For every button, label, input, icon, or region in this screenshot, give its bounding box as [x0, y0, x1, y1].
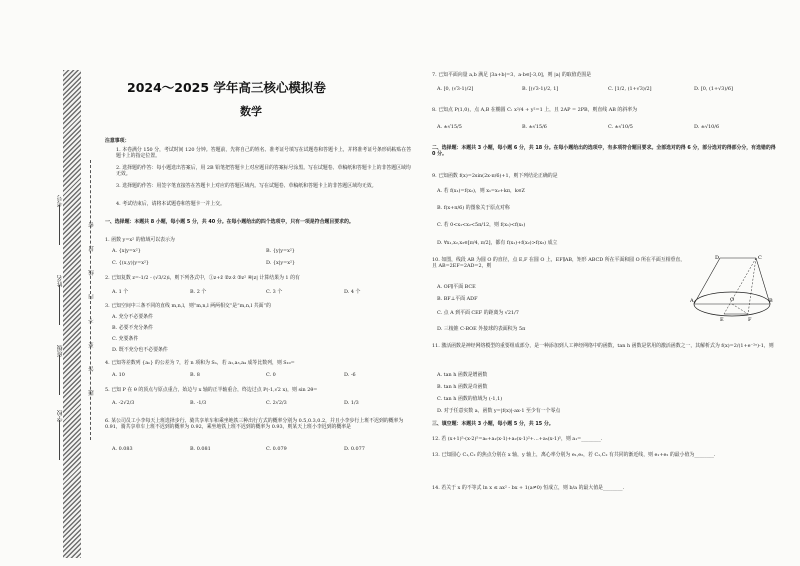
answer-option: C. {(x,y)|y=x²}	[112, 260, 150, 266]
exam-title: 2024～2025 学年高三核心模拟卷	[127, 80, 326, 95]
answer-option: A. -2√2/3	[112, 400, 135, 406]
answer-option: A. 若 f(x₁)=f(x₂)，则 x₁=x₂+kπ，k∈Z	[437, 188, 525, 194]
label-a: A	[690, 298, 694, 304]
answer-option: D. [0, (1+√3)/6]	[694, 86, 733, 92]
answer-option: A. tan h 函数是增函数	[437, 372, 488, 378]
kaohao-line	[59, 205, 60, 245]
answer-option: B. 2 个	[190, 289, 207, 295]
fill-question: 12. 若 (x+1)⁵-(x-2)⁵=a₀+a₁(x-1)+a₂(x-1)²+…+a₅(x-1)⁵，则 a₁=________.	[432, 436, 603, 442]
label-b: B	[769, 298, 773, 304]
answer-option: B. BF⊥平面 ADF	[437, 296, 478, 302]
notice-item: 1. 本卷满分 150 分，考试时间 120 分钟。答题前，先将自己的姓名、准考证号填写在试题卷和答题卡上，并将准考证号条形码粘贴在答题卡上的指定位置。	[116, 147, 412, 160]
answer-option: C. 点 A 到平面 CEF 的距离为 √21/7	[437, 310, 519, 316]
answer-option: C. 0.079	[266, 446, 287, 452]
question-stem: 3. 已知空间中三条不同的直线 m,n,l，则“m,n,l 两两相交”是“m,n,l 共面”的	[105, 303, 271, 309]
notice-item: 2. 选择题的作答：每小题选出答案后，用 2B 铅笔把答题卡上对应题目的答案标号涂黑。写在试题卷、草稿纸和答题卡上的非答题区域均无效。	[116, 165, 411, 178]
edge-ce	[724, 258, 756, 314]
xuexiao-line	[59, 420, 60, 460]
cut-char: 封	[89, 246, 95, 252]
cut-char: 线	[89, 270, 95, 276]
label-c: C	[758, 255, 762, 261]
answer-option: D. 既不充分也不必要条件	[112, 347, 168, 353]
edge-cf	[748, 258, 756, 314]
kaohao-label: 考号	[57, 195, 64, 207]
answer-option: A. 充分不必要条件	[112, 314, 153, 320]
answer-option: B. 8	[190, 372, 200, 378]
notice-item: 4. 考试结束后，请将本试题卷和答题卡一并上交。	[116, 201, 225, 207]
answer-option: B. f(x+π/6) 的图象关于原点对称	[437, 205, 510, 211]
answer-option: A. 0.083	[112, 446, 133, 452]
notice-heading: 注意事项：	[105, 138, 130, 144]
answer-option: B. 必要不充分条件	[112, 325, 153, 331]
fill-question: 13. 已知圆心 C₁,C₂ 的焦点分别在 x 轴，y 轴上，离心率分别为 e₁,e₂，若 C₁,C₂ 有共同的渐近线，则 e₁+e₂ 的最小值为________.	[432, 452, 716, 458]
answer-option: D. 0.077	[344, 446, 365, 452]
cut-char: 不	[89, 318, 95, 324]
cut-char: 要	[89, 342, 95, 348]
answer-option: C. ±√10/5	[608, 124, 633, 130]
answer-option: C. tan h 函数的值域为 (-1,1)	[437, 396, 503, 402]
answer-option: A. [0, (√3-1)/2]	[437, 86, 474, 92]
notice-item: 3. 选择题的作答：用签字笔直接答在答题卡上对应的答题区域内。写在试题卷、草稿纸和答题卡上的非答题区域均无效。	[116, 183, 377, 189]
question-stem: 1. 函数 y=x² 的值域可以表示为	[105, 237, 175, 243]
segment-of	[732, 304, 748, 314]
answer-option: C. 若 0<x₁<x₂<5π/12，则 f(x₁)<f(x₂)	[437, 222, 526, 228]
label-e: E	[720, 317, 724, 323]
answer-option: A. ±√15/5	[437, 124, 462, 130]
question-stem: 4. 已知等差数列 {aₙ} 的公差为 7，若 n 项和为 Sₙ，若 a₁,a₃,a₄ 成等比数列，则 S₁₀=	[105, 360, 295, 366]
answer-option: C. 3 个	[266, 289, 283, 295]
answer-option: C. 2√2/3	[266, 400, 287, 406]
geometry-figure	[690, 252, 774, 324]
answer-option: B. -1/3	[190, 400, 207, 406]
answer-option: D. -6	[344, 372, 356, 378]
section-1-title: 一、选择题：本题共 8 小题，每小题 5 分，共 40 分。在每小题给出的四个选项中，只有一项是符合题目要求的。	[105, 219, 354, 225]
xuexiao-label: 学校	[57, 410, 64, 422]
label-d: D	[715, 255, 720, 261]
question-stem: 10. 如图，线段 AB 为圆 O 的直径，点 E,F 在圆 O 上，EF∥AB，矩形 ABCD 所在平面和圆 O 所在平面互相垂直，且 AB=2EF=2AD=2，则	[432, 257, 686, 270]
banji-line	[59, 355, 60, 395]
xingming-line	[59, 285, 60, 325]
fill-question: 14. 若关于 x 的不等式 ln x ≤ ax² - bx + 1(a≠0) 恒成立，则 b/a 的最大值是________.	[432, 485, 625, 491]
cut-char: 题	[89, 390, 95, 396]
answer-option: C. 充要条件	[112, 336, 139, 342]
answer-option: D. {x|y=x²}	[266, 260, 296, 266]
answer-option: D. 对于任意实数 a，函数 y=|f(x)|-ax-1 至少有一个零点	[437, 408, 561, 414]
question-stem: 8. 已知点 P(1,0)，点 A,B 在椭圆 C: x²/4 + y²=1 上，且 2AP = 2PB，则直线 AB 的斜率为	[432, 107, 637, 113]
question-stem: 11. 激活函数是神经网络模型的重要组成部分，是一种添加到人工神经网络中的函数，tan h 函数是常用的激活函数之一，其解析式为 f(x)=2/(1+e⁻²ˣ)-1，则	[432, 343, 774, 349]
answer-option: D. 4 个	[344, 289, 361, 295]
xingming-label: 姓名	[57, 275, 64, 287]
section-3-title: 三、填空题：本题共 3 小题，每小题 5 分，共 15 分。	[432, 421, 554, 427]
answer-option: A. 1 个	[112, 289, 129, 295]
answer-option: A. OF∥平面 BCE	[437, 284, 476, 290]
answer-option: C. 0	[266, 372, 276, 378]
binding-strip	[63, 70, 81, 558]
answer-option: B. {y|y=x²}	[266, 248, 295, 254]
question-stem: 9. 已知函数 f(x)=2sin(2x-π/6)+1，则下列结论正确的是	[432, 173, 558, 179]
banji-label: 班级	[57, 345, 64, 357]
cut-char: 密	[89, 222, 95, 228]
label-o: O	[730, 297, 735, 303]
answer-option: C. [1/2, (1+√3)/2]	[608, 86, 652, 92]
question-stem: 7. 已知平面向量 a,b 满足 |3a+b|=3，a·b∈[-3,0]，则 |a| 的取值范围是	[432, 72, 592, 78]
section-2-title: 二、选择题：本题共 3 小题，每小题 6 分，共 18 分。在每小题给出的选项中，有多项符合题目要求。全部选对的得 6 分，部分选对的得部分分，有选错的得 0 分。	[432, 145, 776, 158]
cut-char: 答	[89, 366, 95, 372]
cut-line	[90, 160, 91, 440]
answer-option: B. tan h 函数是奇函数	[437, 384, 488, 390]
answer-option: B. 0.081	[190, 446, 211, 452]
answer-option: A. 10	[112, 372, 125, 378]
answer-option: D. ∀x₁,x₂,x₃∈[π/4, π/2]，都有 f(x₁)+f(x₂)>f(x₃) 成立	[437, 240, 558, 246]
cut-char: 内	[89, 294, 95, 300]
label-f: F	[748, 317, 752, 323]
edge-da	[694, 258, 720, 304]
question-stem: 5. 已知 P 在 θ 的顶点与原点重合，始边与 x 轴的正半轴重合，终边过点 P(-1,√2 x)，则 sin 2θ=	[105, 387, 318, 393]
answer-option: D. 1/3	[344, 400, 359, 406]
question-stem: 6. 某公司员工小李每天上班选择步行、骑共享单车和乘坐地铁三种出行方式的概率分别为 0.5,0.3,0.2，并且小李步行上班不迟到的概率为 0.91，骑共享单车上班不迟到的概率为 0.92，乘坐地铁上班不迟到的概率为 0.93，则某天上班小李迟到的概率是	[105, 418, 404, 431]
answer-option: D. 三棱锥 C-BOE 外接球的表面积为 5π	[437, 326, 526, 332]
answer-option: B. [(√3-1)/2, 1]	[522, 86, 559, 92]
question-stem: 2. 已知复数 z=-1/2 - (√3/2)i，则下列各式中，①z+z̄ ②z·z̄ ③z² ④|z| 计算结果为 1 的有	[105, 275, 300, 281]
answer-option: D. ±√10/6	[694, 124, 720, 130]
answer-option: A. {x|y=x²}	[112, 248, 141, 254]
subject-title: 数学	[240, 105, 262, 118]
answer-option: B. ±√15/6	[522, 124, 547, 130]
